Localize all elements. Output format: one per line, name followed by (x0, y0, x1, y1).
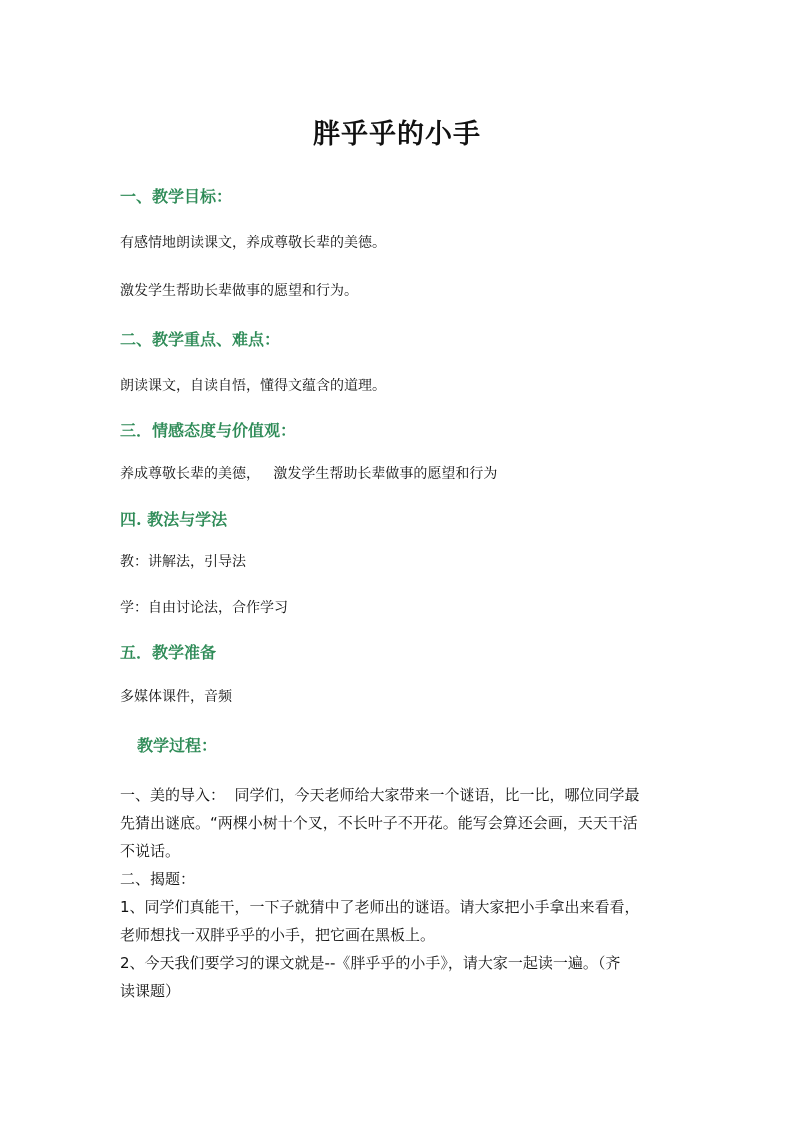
heading-methods: 四. 教法与学法 (120, 510, 228, 529)
focus-item-1: 朗读课文，自读自悟，懂得文蕴含的道理。 (120, 378, 386, 394)
prep-item-1: 多媒体课件，音频 (120, 689, 232, 705)
heading-key-points: 二、教学重点、难点： (120, 330, 281, 349)
process-line: 老师想找一双胖乎乎的小手，把它画在黑板上。 (120, 926, 436, 944)
methods-learn: 学：自由讨论法，合作学习 (120, 600, 288, 616)
goals-item-1: 有感情地朗读课文，养成尊敬长辈的美德。 (120, 235, 386, 251)
heading-process: 教学过程： (137, 736, 218, 755)
process-body (120, 781, 680, 1005)
process-line: 读课题） (120, 982, 181, 1000)
process-line: 一、美的导入： 同学们，今天老师给大家带来一个谜语，比一比，哪位同学最 (120, 786, 640, 804)
methods-teach: 教：讲解法，引导法 (120, 554, 246, 570)
heading-teaching-goals: 一、教学目标： (120, 187, 233, 206)
values-item-1: 养成尊敬长辈的美德， 激发学生帮助长辈做事的愿望和行为 (120, 466, 498, 482)
process-line: 不说话。 (120, 842, 181, 860)
document-title: 胖乎乎的小手 (313, 119, 481, 150)
goals-item-2: 激发学生帮助长辈做事的愿望和行为。 (120, 283, 358, 299)
process-line: 先猜出谜底。“两棵小树十个叉，不长叶子不开花。能写会算还会画，天天干活 (120, 814, 638, 832)
process-line: 2、今天我们要学习的课文就是--《胖乎乎的小手》，请大家一起读一遍。（齐 (120, 954, 621, 972)
process-line: 1、同学们真能干，一下子就猜中了老师出的谜语。请大家把小手拿出来看看， (120, 898, 640, 916)
process-line: 二、揭题： (120, 870, 196, 888)
heading-preparation: 五．教学准备 (120, 643, 217, 662)
heading-values: 三．情感态度与价值观： (120, 421, 297, 440)
